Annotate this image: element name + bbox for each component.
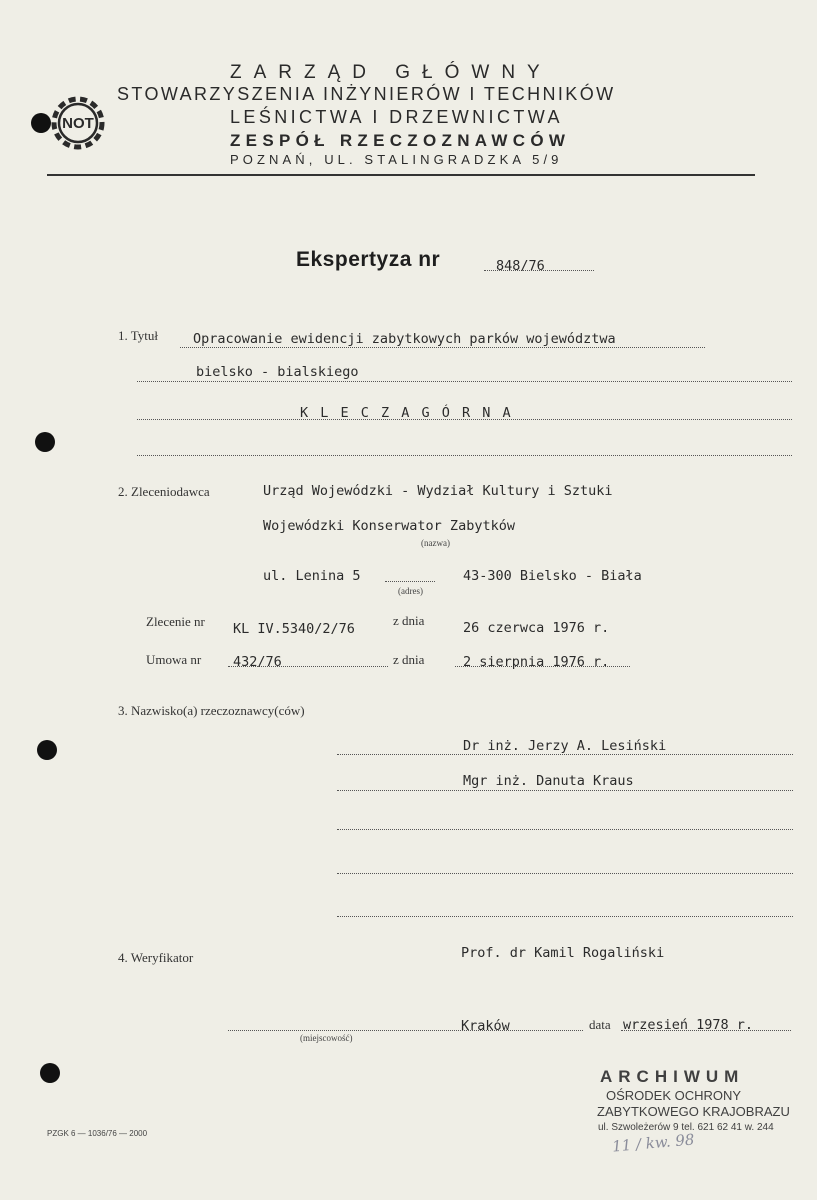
expert-1: Dr inż. Jerzy A. Lesiński bbox=[463, 738, 667, 754]
punch-hole bbox=[31, 113, 51, 133]
handwritten-note: 11 / kw. 98 bbox=[611, 1130, 696, 1156]
verifier: Prof. dr Kamil Rogaliński bbox=[461, 945, 665, 961]
archive-stamp-title: ARCHIWUM bbox=[600, 1067, 745, 1086]
document-number: 848/76 bbox=[496, 258, 545, 274]
svg-text:NOT: NOT bbox=[62, 115, 94, 132]
order-number: KL IV.5340/2/76 bbox=[233, 621, 355, 637]
header-line-2: STOWARZYSZENIA INŻYNIERÓW I TECHNIKÓW bbox=[117, 84, 616, 104]
date-label: data bbox=[589, 1017, 611, 1032]
section-1-label: 1. Tytuł bbox=[118, 328, 159, 343]
header-line-4: ZESPÓŁ RZECZOZNAWCÓW bbox=[230, 131, 571, 150]
section-2-label: 2. Zleceniodawca bbox=[118, 484, 210, 499]
dotted-line bbox=[337, 754, 793, 755]
client-name-line-1: Urząd Wojewódzki - Wydział Kultury i Sztuki bbox=[263, 483, 613, 499]
header-rule bbox=[47, 174, 755, 176]
place: Kraków bbox=[461, 1018, 510, 1034]
order-date: 26 czerwca 1976 r. bbox=[463, 620, 610, 636]
title-line-3: K L E C Z A G Ó R N A bbox=[300, 405, 513, 421]
dotted-line bbox=[337, 916, 793, 917]
dotted-line bbox=[180, 347, 705, 348]
punch-hole bbox=[35, 432, 55, 452]
title-line-2: bielsko - bialskiego bbox=[196, 364, 359, 380]
header-address: POZNAŃ, UL. STALINGRADZKA 5/9 bbox=[230, 152, 563, 167]
punch-hole bbox=[40, 1063, 60, 1083]
contract-number: 432/76 bbox=[233, 654, 282, 670]
dotted-line bbox=[228, 1030, 583, 1031]
archive-stamp-line-2: OŚRODEK OCHRONY bbox=[606, 1088, 742, 1103]
place-caption: (miejscowość) bbox=[300, 1033, 353, 1043]
contract-date-label: z dnia bbox=[393, 652, 425, 667]
order-date-label: z dnia bbox=[393, 613, 425, 628]
client-city: 43-300 Bielsko - Biała bbox=[463, 568, 642, 584]
title-line-1: Opracowanie ewidencji zabytkowych parków województwa bbox=[193, 331, 616, 347]
dotted-line bbox=[337, 873, 793, 874]
expert-2: Mgr inż. Danuta Kraus bbox=[463, 773, 634, 789]
form-code: PZGK 6 — 1036/76 — 2000 bbox=[47, 1129, 148, 1138]
dotted-line bbox=[337, 829, 793, 830]
header-line-3: LEŚNICTWA I DRZEWNICTWA bbox=[230, 107, 563, 127]
not-logo-icon bbox=[45, 92, 111, 159]
header-line-1: ZARZĄD GŁÓWNY bbox=[230, 62, 552, 83]
dotted-line bbox=[385, 581, 435, 582]
dotted-line bbox=[137, 381, 792, 382]
section-4-label: 4. Weryfikator bbox=[118, 950, 194, 965]
name-caption: (nazwa) bbox=[421, 538, 450, 548]
punch-hole bbox=[37, 740, 57, 760]
client-street: ul. Lenina 5 bbox=[263, 568, 361, 584]
date: wrzesień 1978 r. bbox=[623, 1017, 754, 1033]
document-title: Ekspertyza nr bbox=[296, 248, 441, 271]
section-3-label: 3. Nazwisko(a) rzeczoznawcy(ców) bbox=[118, 703, 305, 718]
client-name-line-2: Wojewódzki Konserwator Zabytków bbox=[263, 518, 515, 534]
dotted-line bbox=[337, 790, 793, 791]
address-caption: (adres) bbox=[398, 586, 423, 596]
contract-date: 2 sierpnia 1976 r. bbox=[463, 654, 610, 670]
archive-stamp-line-4: ul. Szwoleżerów 9 tel. 621 62 41 w. 244 bbox=[598, 1122, 774, 1133]
contract-label: Umowa nr bbox=[146, 652, 202, 667]
dotted-line bbox=[137, 455, 792, 456]
archive-stamp-line-3: ZABYTKOWEGO KRAJOBRAZU bbox=[597, 1104, 790, 1119]
order-label: Zlecenie nr bbox=[146, 614, 205, 629]
